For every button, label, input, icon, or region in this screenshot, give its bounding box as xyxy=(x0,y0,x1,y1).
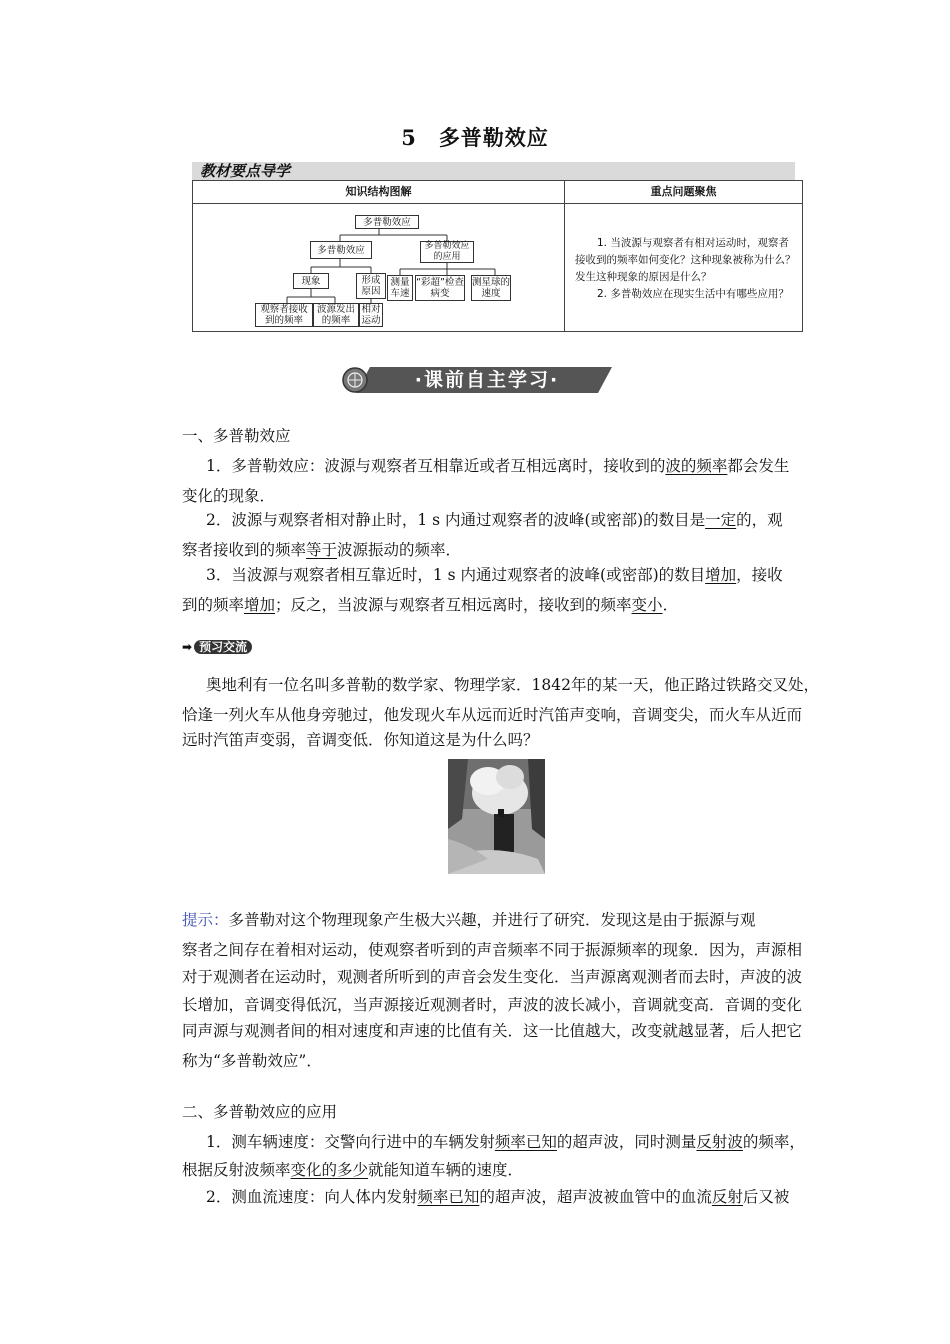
hint-line: 称为“多普勒效应”． xyxy=(182,1052,322,1070)
guide-label: 教材要点导学 xyxy=(200,162,291,180)
steam-train-photo xyxy=(448,759,545,874)
tree-color-ultrasound: “彩超”检查病变 xyxy=(416,277,464,299)
answer-blank: 等于 xyxy=(306,541,338,559)
tree-root: 多普勒效应 xyxy=(355,215,419,229)
right-header: 重点问题聚焦 xyxy=(565,181,802,204)
tree-star-speed: 测星球的速度 xyxy=(472,277,511,299)
answer-blank: 增加 xyxy=(705,566,737,584)
guide-bar xyxy=(192,160,312,182)
panel-divider xyxy=(564,181,565,331)
s1-heading: 一、多普勒效应 xyxy=(182,427,291,445)
focus-question: 2. 多普勒效应在现实生活中有哪些应用？ xyxy=(597,288,789,300)
s1-p2-line2: 察者接收到的频率等于波源振动的频率． xyxy=(182,541,462,559)
hint-line: 察者之间存在着相对运动，使观察者听到的声音频率不同于振源频率的现象．因为，声源相 xyxy=(182,941,803,959)
answer-blank: 频率已知 xyxy=(494,1133,557,1151)
section-banner-text: ·课前自主学习· xyxy=(414,369,560,391)
tree-cause: 形成原因 xyxy=(356,273,386,299)
story-line: 恰逢一列火车从他身旁驰过，他发现火车从远而近时汽笛声变响，音调变尖，而火车从近而 xyxy=(182,706,803,724)
hint-line: 同声源与观测者间的相对速度和声速的比值有关．这一比值越大，改变就越显著，后人把它 xyxy=(182,1022,803,1040)
answer-blank: 变化的多少 xyxy=(290,1161,369,1179)
tree-phenomenon: 现象 xyxy=(293,273,329,289)
hint-line: 对于观测者在运动时，观测者所听到的声音会发生变化．当声源离观测者而去时，声波的波 xyxy=(182,968,803,986)
answer-blank: 频率已知 xyxy=(417,1188,480,1206)
tree-source-frequency: 波源发出的频率 xyxy=(313,303,359,327)
title-text: 多普勒效应 xyxy=(438,125,549,150)
answer-blank: 变小 xyxy=(631,596,663,614)
focus-questions xyxy=(575,235,797,303)
globe-icon xyxy=(343,368,367,392)
section-banner xyxy=(340,365,612,395)
title-number: 5 xyxy=(401,125,417,150)
s2-p1-line2: 根据反射波频率变化的多少就能知道车辆的速度． xyxy=(182,1161,524,1179)
s1-p1-line1: 1．多普勒效应：波源与观察者互相靠近或者互相远离时，接收到的波的频率都会发生 xyxy=(206,457,790,475)
story-line: 奥地利有一位名叫多普勒的数学家、物理学家．1842年的某一天，他正路过铁路交叉处， xyxy=(206,676,819,694)
tree-doppler-effect: 多普勒效应 xyxy=(310,241,372,259)
page-title xyxy=(0,122,950,152)
knowledge-panel xyxy=(192,180,803,332)
answer-blank: 反射 xyxy=(711,1188,743,1206)
tree-observer-frequency: 观察者接收到的频率 xyxy=(255,303,313,327)
hint-label: 提示： xyxy=(182,911,229,929)
focus-question: 1. 当波源与观察者有相对运动时，观察者接收到的频率如何变化？这种现象被称为什么？发生这种现象的原因是什么？ xyxy=(575,237,796,283)
s1-p3-line1: 3．当波源与观察者相互靠近时，1 s 内通过观察者的波峰(或密部)的数目增加，接收 xyxy=(206,566,783,584)
tree-relative-motion: 相对运动 xyxy=(359,303,383,327)
s1-p3-line2: 到的频率增加；反之，当波源与观察者互相远离时，接收到的频率变小． xyxy=(182,596,679,614)
tree-measure-car-speed: 测量车速 xyxy=(387,275,413,301)
s2-p2-line1: 2．测血流速度：向人体内发射频率已知的超声波，超声波被血管中的血流反射后又被 xyxy=(206,1188,790,1206)
arrow-icon: ➡ xyxy=(182,640,193,654)
preview-tag-label: 预习交流 xyxy=(194,640,252,654)
tree-doppler-applications: 多普勒效应的应用 xyxy=(420,241,474,263)
left-header: 知识结构图解 xyxy=(193,181,564,204)
s1-p1-line2: 变化的现象． xyxy=(182,487,276,505)
s1-p2-line1: 2．波源与观察者相对静止时，1 s 内通过观察者的波峰(或密部)的数目是一定的，观 xyxy=(206,511,783,529)
hint-line: 长增加，音调变得低沉，当声源接近观测者时，声波的波长减小，音调就变高．音调的变化 xyxy=(182,996,803,1014)
s2-p1-line1: 1．测车辆速度：交警向行进中的车辆发射频率已知的超声波，同时测量反射波的频率， xyxy=(206,1133,805,1151)
preview-tag xyxy=(182,638,252,655)
hint-line-1: 提示：多普勒对这个物理现象产生极大兴趣，并进行了研究．发现这是由于振源与观 xyxy=(182,911,756,929)
s2-heading: 二、多普勒效应的应用 xyxy=(182,1103,338,1121)
answer-blank: 波的频率 xyxy=(665,457,728,475)
answer-blank: 一定 xyxy=(705,511,737,529)
answer-blank: 反射波 xyxy=(696,1133,743,1151)
story-line: 远时汽笛声变弱，音调变低．你知道这是为什么吗？ xyxy=(182,731,539,749)
answer-blank: 增加 xyxy=(244,596,276,614)
